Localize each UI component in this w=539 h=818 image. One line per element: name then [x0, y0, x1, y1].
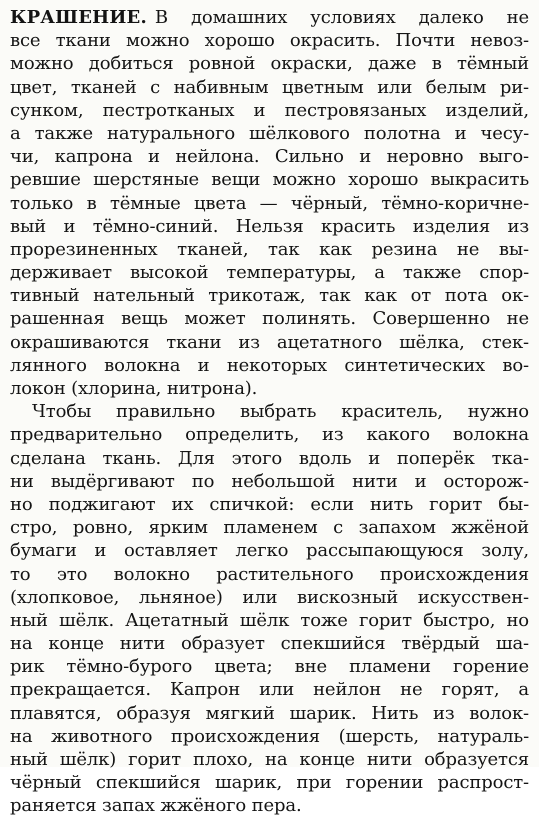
text-line: на конце нити образует спекшийся твёрдый ша-	[10, 633, 529, 655]
text-line: но поджигают их спичкой: если нить горит бы-	[10, 493, 529, 515]
text-line: сунком, пестротканых и пестровязаных изделий,	[10, 99, 529, 121]
text-line: чи, капрона и нейлона. Сильно и неровно выго-	[10, 146, 529, 168]
text-line: ный шёлк. Ацетатный шёлк тоже горит быстро, но	[10, 609, 529, 631]
text-line: стро, ровно, ярким пламенем с запахом жжёной	[10, 517, 529, 539]
text-line: лянного волокна и некоторых синтетических во-	[10, 354, 529, 376]
text-line: сделана ткань. Для этого вдоль и поперёк тка-	[10, 447, 529, 469]
text-line: (хлопковое, льняное) или вискозный искусствен-	[10, 586, 529, 608]
text-line: а также натурального шёлкового полотна и чесу-	[10, 122, 529, 144]
text-line: раняется запах жжёного пера.	[10, 795, 302, 817]
text-line: ный шёлк) горит плохо, на конце нити образуется	[10, 749, 529, 770]
text-line: рашенная вещь может полинять. Совершенно не	[10, 308, 529, 330]
text-line: бумаги и оставляет легко рассыпающуюся золу,	[10, 540, 529, 562]
text-line-content: В домашних условиях далеко не	[154, 7, 529, 28]
text-line: цвет, тканей с набивным цветным или белым ри-	[10, 76, 529, 98]
text-line: все ткани можно хорошо окрасить. Почти невоз-	[10, 30, 529, 52]
text-line: то это волокно растительного происхождения	[10, 563, 529, 585]
article-heading: КРАШЕНИЕ.	[10, 7, 147, 28]
text-line: держивает высокой температуры, а также спор-	[10, 262, 529, 284]
text-line: плавятся, образуя мягкий шарик. Нить из волок-	[10, 702, 529, 724]
text-line: прорезиненных тканей, так как резина не вы-	[10, 238, 529, 260]
text-line: окрашиваются ткани из ацетатного шёлка, стек-	[10, 331, 529, 353]
text-line: тивный нательный трикотаж, так как от пота ок-	[10, 285, 529, 307]
text-line: рик тёмно-бурого цвета; вне пламени горение	[10, 656, 529, 678]
text-line: локон (хлорина, нитрона).	[10, 378, 258, 399]
text-line: ревшие шерстяные вещи можно хорошо выкрасить	[10, 169, 529, 191]
article-body	[10, 6, 529, 818]
text-line: прекращается. Капрон или нейлон не горят, а	[10, 679, 529, 701]
text-line: Чтобы правильно выбрать краситель, нужно	[32, 401, 529, 423]
text-line: предварительно определить, из какого волокна	[10, 424, 529, 446]
text-line: чёрный спекшийся шарик, при горении распрост-	[10, 772, 529, 794]
text-line: на животного происхождения (шерсть, натураль-	[10, 725, 529, 747]
text-line: только в тёмные цвета — чёрный, тёмно-коричне-	[10, 192, 529, 214]
text-line	[10, 6, 529, 29]
text-line: ни выдёргивают по небольшой нити и осторож-	[10, 470, 529, 492]
text-line: вый и тёмно-синий. Нельзя красить изделия из	[10, 215, 529, 237]
text-line: можно добиться ровной окраски, даже в тёмный	[10, 53, 529, 75]
